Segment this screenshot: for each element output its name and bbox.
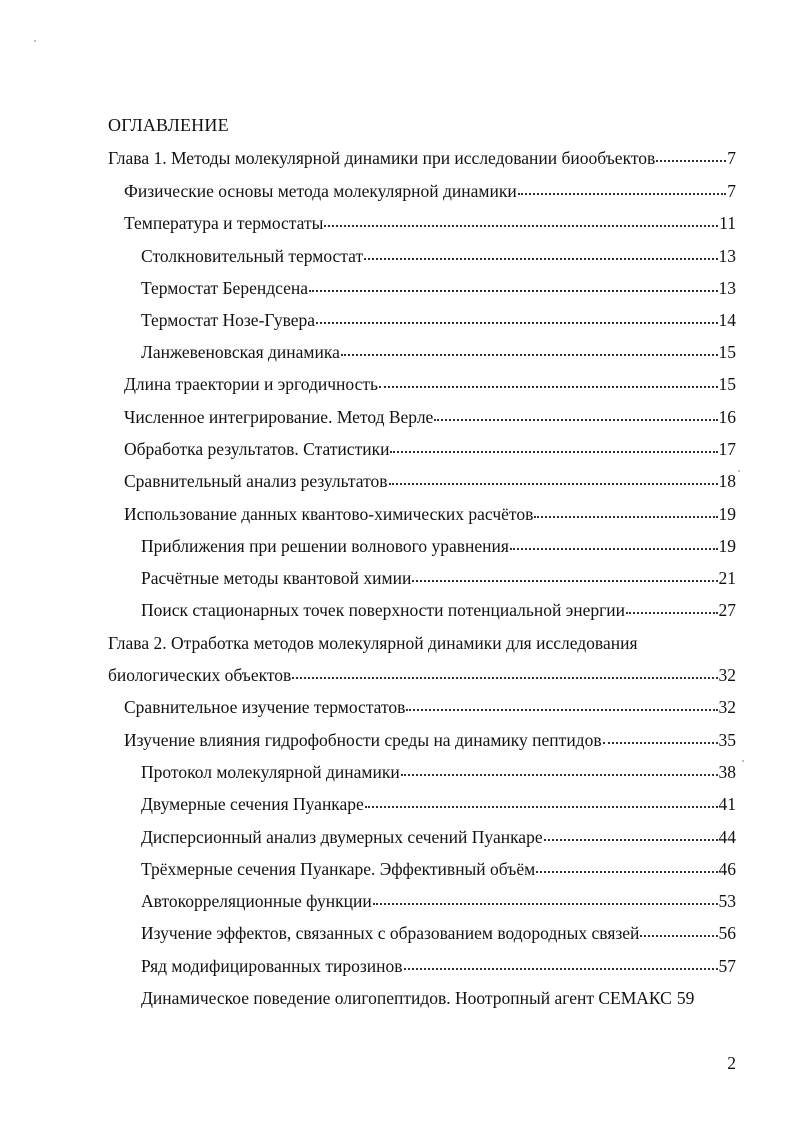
dot-leader bbox=[389, 473, 718, 487]
dot-leader bbox=[640, 925, 717, 939]
toc-entry-title: Ланжевеновская динамика bbox=[141, 342, 340, 362]
toc-entry-title: Обработка результатов. Статистики bbox=[124, 439, 390, 459]
dot-leader bbox=[390, 441, 717, 455]
dot-leader bbox=[406, 699, 717, 713]
toc-entry-title: Динамическое поведение олигопептидов. Ноотропный агент СЕМАКС bbox=[141, 988, 672, 1008]
toc-entry-page: 27 bbox=[718, 600, 736, 620]
toc-entry[interactable] bbox=[141, 890, 736, 912]
toc-entry-title: Ряд модифицированных тирозинов bbox=[141, 956, 403, 976]
toc-entry[interactable] bbox=[141, 826, 736, 848]
toc-entry-page: 21 bbox=[718, 568, 736, 588]
toc-entry-title: Изучение эффектов, связанных с образованием водородных связей bbox=[141, 923, 640, 943]
toc-entry[interactable] bbox=[108, 664, 736, 686]
toc-entry-title: Глава 1. Методы молекулярной динамики при исследовании биообъектов bbox=[108, 148, 656, 168]
toc-entry[interactable] bbox=[124, 212, 736, 234]
toc-entry[interactable] bbox=[124, 438, 736, 460]
toc-entry-title: Длина траектории и эргодичность bbox=[124, 374, 378, 394]
toc-entry-title-line1: Глава 2. Отработка методов молекулярной динамики для исследования bbox=[108, 633, 638, 653]
scan-speck bbox=[738, 470, 740, 472]
toc-entry-page: 13 bbox=[718, 246, 736, 266]
toc-entry-title: Автокорреляционные функции bbox=[141, 891, 372, 911]
dot-leader bbox=[626, 602, 717, 616]
dot-leader bbox=[401, 764, 718, 778]
toc-entry[interactable] bbox=[141, 955, 736, 977]
toc-entry-page: 57 bbox=[718, 956, 736, 976]
toc-entry[interactable] bbox=[141, 858, 736, 880]
dot-leader bbox=[603, 732, 718, 746]
toc-entry-page: 14 bbox=[718, 310, 736, 330]
toc-entry[interactable] bbox=[124, 503, 736, 525]
toc-entry-page: 59 bbox=[676, 988, 695, 1008]
toc-entry[interactable] bbox=[141, 309, 736, 331]
toc-entry-page: 53 bbox=[718, 891, 736, 911]
page-number: 2 bbox=[727, 1053, 736, 1073]
toc-entry[interactable] bbox=[141, 245, 736, 267]
toc-entry-page: 56 bbox=[718, 923, 736, 943]
toc-entry[interactable] bbox=[141, 761, 736, 783]
toc-entry[interactable] bbox=[124, 729, 736, 751]
dot-leader bbox=[341, 344, 718, 358]
toc-entry-title: биологических объектов bbox=[108, 665, 292, 685]
toc-entry-title: Численное интегрирование. Метод Верле bbox=[124, 407, 434, 427]
toc-entry[interactable] bbox=[124, 470, 736, 492]
dot-leader bbox=[656, 150, 726, 164]
toc-entry-page: 38 bbox=[718, 762, 736, 782]
toc-entry-page: 41 bbox=[718, 794, 736, 814]
dot-leader bbox=[373, 893, 718, 907]
toc-entry-page: 15 bbox=[718, 342, 736, 362]
dot-leader bbox=[518, 183, 727, 197]
toc-entry[interactable] bbox=[141, 987, 736, 1009]
toc-entry-page: 7 bbox=[727, 181, 736, 201]
toc-entry-page: 17 bbox=[718, 439, 736, 459]
toc-entry[interactable] bbox=[124, 373, 736, 395]
dot-leader bbox=[292, 667, 717, 681]
toc-entry[interactable] bbox=[124, 696, 736, 718]
toc-entry-title: Физические основы метода молекулярной динамики bbox=[124, 181, 517, 201]
dot-leader bbox=[316, 312, 717, 326]
toc-entry[interactable] bbox=[141, 535, 736, 557]
toc-entry-title: Протокол молекулярной динамики bbox=[141, 762, 400, 782]
toc-entry-page: 13 bbox=[718, 278, 736, 298]
toc-entry[interactable] bbox=[108, 147, 736, 169]
dot-leader bbox=[412, 570, 717, 584]
dot-leader bbox=[309, 280, 718, 294]
toc-entry-page: 35 bbox=[718, 730, 736, 750]
toc-entry[interactable] bbox=[124, 406, 736, 428]
toc-entry[interactable] bbox=[141, 341, 736, 363]
toc-entry-page: 7 bbox=[727, 148, 736, 168]
dot-leader bbox=[365, 796, 718, 810]
toc-entry-page: 15 bbox=[718, 374, 736, 394]
toc-entry-page: 32 bbox=[718, 665, 736, 685]
toc-entry-title: Трёхмерные сечения Пуанкаре. Эффективный объём bbox=[141, 859, 536, 879]
toc-entry-page: 16 bbox=[718, 407, 736, 427]
toc-entry-page: 11 bbox=[719, 213, 736, 233]
dot-leader bbox=[534, 506, 717, 520]
toc-entry-title: Двумерные сечения Пуанкаре bbox=[141, 794, 364, 814]
toc-entry-page: 19 bbox=[718, 504, 736, 524]
toc-entry-title: Изучение влияния гидрофобности среды на динамику пептидов bbox=[124, 730, 602, 750]
dot-leader bbox=[536, 861, 717, 875]
toc-entry-title: Поиск стационарных точек поверхности потенциальной энергии bbox=[141, 600, 626, 620]
toc-entry[interactable] bbox=[141, 793, 736, 815]
toc-entry-title: Дисперсионный анализ двумерных сечений Пуанкаре bbox=[141, 827, 543, 847]
toc-entry-title: Использование данных квантово-химических расчётов bbox=[124, 504, 534, 524]
toc-entry-title: Сравнительный анализ результатов bbox=[124, 471, 388, 491]
toc-entry[interactable] bbox=[124, 180, 736, 202]
dot-leader bbox=[324, 215, 718, 229]
dot-leader bbox=[510, 538, 718, 552]
toc-entry-title: Расчётные методы квантовой химии bbox=[141, 568, 412, 588]
scan-speck bbox=[34, 40, 36, 42]
toc-entry[interactable] bbox=[141, 922, 736, 944]
dot-leader bbox=[379, 376, 718, 390]
toc-entry-page: 32 bbox=[718, 697, 736, 717]
toc-entry-title: Термостат Нозе-Гувера bbox=[141, 310, 316, 330]
dot-leader bbox=[404, 958, 718, 972]
toc-entry-page: 46 bbox=[718, 859, 736, 879]
toc-entry[interactable] bbox=[141, 599, 736, 621]
toc-entry[interactable] bbox=[141, 567, 736, 589]
dot-leader bbox=[544, 829, 718, 843]
scan-speck bbox=[742, 760, 744, 762]
toc-entry-title: Сравнительное изучение термостатов bbox=[124, 697, 406, 717]
toc-heading: ОГЛАВЛЕНИЕ bbox=[108, 115, 229, 135]
toc-entry-title: Термостат Берендсена bbox=[141, 278, 308, 298]
toc-entry-title: Столкновительный термостат bbox=[141, 246, 364, 266]
toc-entry-title: Приближения при решении волнового уравнения bbox=[141, 536, 509, 556]
toc-entry-title: Температура и термостаты bbox=[124, 213, 324, 233]
toc-entry-page: 19 bbox=[718, 536, 736, 556]
toc-entry-page: 18 bbox=[718, 471, 736, 491]
toc-entry[interactable] bbox=[141, 277, 736, 299]
dot-leader bbox=[364, 248, 717, 262]
toc-entry-page: 44 bbox=[718, 827, 736, 847]
dot-leader bbox=[434, 409, 717, 423]
